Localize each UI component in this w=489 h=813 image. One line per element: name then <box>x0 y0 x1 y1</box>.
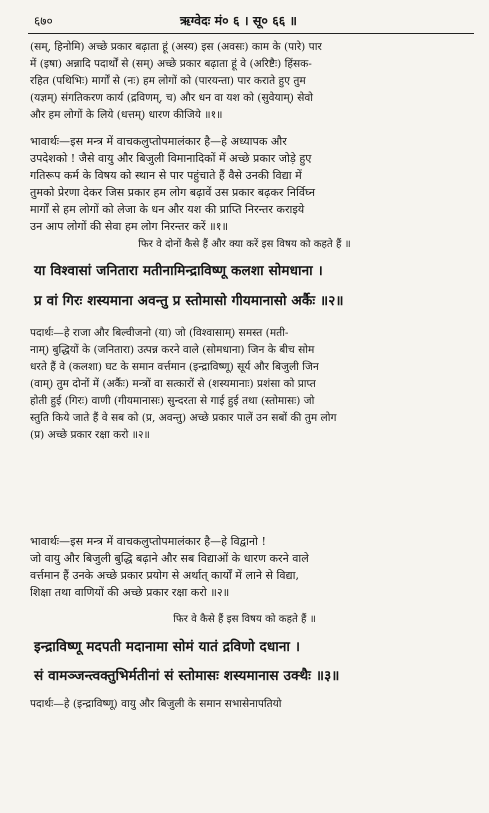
header-rule <box>28 33 474 34</box>
running-title: ऋग्वेदः मं० ६ । सू० ६६ ॥ <box>180 13 298 28</box>
mantra-3-intro: फिर वे कैसे हैं इस विषय को कहते हैं ॥ <box>173 614 316 625</box>
mantra-3-line-2: सं वामञ्जन्त्वक्तुभिर्मतीनां सं स्तोमासः शस्यमानास उक्थैः ॥३॥ <box>34 668 340 684</box>
padartha-3-start: पदार्थः—हे (इन्द्राविष्णू) वायु और बिजुली के समान सभासेनापतियो <box>30 698 282 710</box>
bhavartha-1: भावार्थः—इस मन्त्र में वाचकलुप्तोपमालंकार है—हे अध्यापक और उपदेशको ! जैसे वायु और बिजुली विमानादिकों में अच्छे प्रकार जोड़े हुए गतिरूप कर्म के विषय को स्थान से पार पहुंचाते हैं वैसे उनकी विद्या में तुमको प्रेरणा देकर जिस प्रकार हम लोग बढ़ावें उस प्रकार बढ़कर निर्विघ्न मार्गों से हम लोगों को लेजा के धन और यश की प्राप्ति निरन्तर कराइये उन आप लोगों की सेवा हम लोग निरन्तर करें ॥१॥ <box>30 135 316 233</box>
mantra-3-line-1: इन्द्राविष्णू मदपती मदानामा सोमं यातं द्रविणो दधाना । <box>34 639 301 655</box>
page-number: ६७० <box>34 14 53 28</box>
mantra-2-line-1: या विश्वासां जनितारा मतीनामिन्द्राविष्णू कलशा सोमधाना । <box>34 263 323 279</box>
bhavartha-2: भावार्थः—इस मन्त्र में वाचकलुप्तोपमालंकार है—हे विद्वानो ! जो वायु और बिजुली बुद्धि बढ़ाने और सब विद्याओं के धारण करने वाले वर्त्तमान हैं उनके अच्छे प्रकार प्रयोग से अर्थात् कार्यों में लाने से विद्या, शिक्षा तथा वाणियों की अच्छे प्रकार रक्षा करो ॥२॥ <box>30 535 309 599</box>
mantra-2-intro: फिर वे दोनों कैसे हैं और क्या करें इस विषय को कहते हैं ॥ <box>138 239 351 250</box>
page-header <box>30 10 475 32</box>
padartha-continuation: (सम्, हिनोमि) अच्छे प्रकार बढ़ाता हूं (अस्य) इस (अवसः) काम के (पारे) पार में (इषा) अन्नादि पदार्थों से (सम्) अच्छे प्रकार बढ़ाता हूं वे (अरिष्टैः) हिंसक- रहित (पथिभिः) मार्गों से (नः) हम लोगों को (पारयन्ता) पार कराते हुए तुम (यज्ञम्) संगतिकरण कार्य (द्रविणम्, च) और धन वा यश को (सुवेयाम्) सेवो और हम लोगों के लिये (धत्तम्) धारण कीजिये ॥१॥ <box>30 41 322 121</box>
mantra-2-line-2: प्र वां गिरः शस्यमाना अवन्तु प्र स्तोमासो गीयमानासो अर्कैः ॥२॥ <box>34 293 344 309</box>
padartha-2: पदार्थः—हे राजा और बिल्वीजनो (या) जो (विश्वासाम्) समस्त (मती- नाम्) बुद्धियों के (जनितारा) उत्पन्न करने वाले (सोमधाना) जिन के बीच सोम धरते हैं वे (कलशा) घट के समान वर्त्तमान (इन्द्राविष्णू) सूर्य और बिजुली जिन (वाम्) तुम दोनों में (अर्कैः) मन्त्रों वा सत्कारों से (शस्यमानाः) प्रशंसा को प्राप्त होती हुई (गिरः) वाणी (गीयमानासः) सुन्दरता से गाई हुई तथा (स्तोमासः) जो स्तुति किये जाते हैं वे सब को (प्र, अवन्तु) अच्छे प्रकार पालें उन सबों की तुम लोग (प्र) अच्छे प्रकार रक्षा करो ॥२॥ <box>30 327 337 441</box>
